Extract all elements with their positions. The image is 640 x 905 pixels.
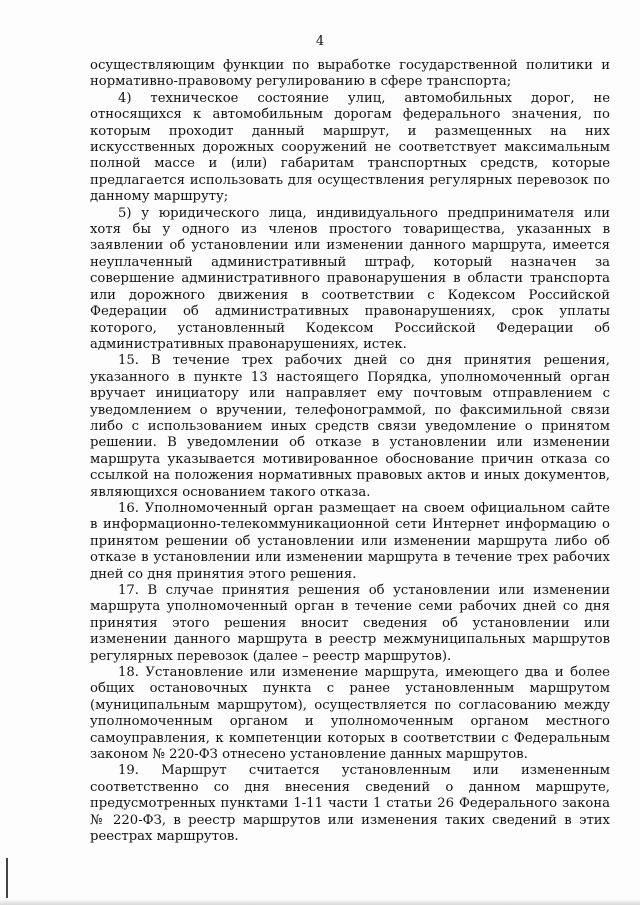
paragraph-continuation: осуществляющим функции по выработке государственной политики и нормативно-правовому регулированию в сфере транспорта; <box>90 58 610 90</box>
scan-bottom-shadow <box>0 899 640 905</box>
scan-edge-mark <box>6 858 8 898</box>
paragraph-item-4: 4) техническое состояние улиц, автомобильных дорог, не относящихся к автомобильным дорогам федерального значения, по которым проходит данный маршрут, и размещенных на них искусственных дорожных сооружений не соответствует максимальным полной массе и (или) габаритам транспортных средств, которые предлагается использовать для осуществления регулярных перевозок по данному маршруту; <box>90 90 610 205</box>
paragraph-19: 19. Маршрут считается установленным или измененным соответственно со дня внесения сведений о данном маршруте, предусмотренных пунктами 1-11 части 1 статьи 26 Федерального закона № 220-ФЗ, в реестр маршрутов или изменения таких сведений в этих реестрах маршрутов. <box>90 763 610 845</box>
paragraph-18: 18. Установление или изменение маршрута, имеющего два и более общих остановочных пункта с ранее установленным маршрутом (муниципальным маршрутом), осуществляется по согласованию между уполномоченным органом и уполномоченным органом местного самоуправления, к компетенции которых в соответствии с Федеральным законом № 220-ФЗ отнесено установление данных маршрутов. <box>90 665 610 763</box>
page-number: 4 <box>315 34 325 49</box>
paragraph-16: 16. Уполномоченный орган размещает на своем официальном сайте в информационно-телекоммуникационной сети Интернет информацию о принятом решении об установлении или изменении маршрута либо об отказе в установлении или изменении маршрута в течение трех рабочих дней со дня принятия этого решения. <box>90 500 610 582</box>
paragraph-17: 17. В случае принятия решения об установлении или изменении маршрута уполномоченный орган в течение семи рабочих дней со дня принятия этого решения вносит сведения об установлении или изменении данного маршрута в реестр межмуниципальных маршрутов регулярных перевозок (далее – реестр маршрутов). <box>90 583 610 664</box>
paragraph-item-5: 5) у юридического лица, индивидуального предпринимателя или хотя бы у одного из членов простого товарищества, указанных в заявлении об установлении или изменении данного маршрута, имеется неуплаченный административный штраф, который назначен за совершение административного правонарушения в области транспорта или дорожного движения в соответствии с Кодексом Российской Федерации об административных правонарушениях, срок уплаты которого, установленный Кодексом Российской Федерации об административных правонарушениях, истек. <box>90 205 610 352</box>
paragraph-15: 15. В течение трех рабочих дней со дня принятия решения, указанного в пункте 13 настоящего Порядка, уполномоченный орган вручает инициатору или направляет ему почтовым отправлением с уведомлением о вручении, телефонограммой, по факсимильной связи либо с использованием иных средств связи уведомление о принятом решении. В уведомлении об отказе в установлении или изменении маршрута указывается мотивированное обоснование причин отказа со ссылкой на положения нормативных правовых актов и иных документов, являющихся основанием такого отказа. <box>90 353 610 500</box>
document-body <box>90 58 610 846</box>
